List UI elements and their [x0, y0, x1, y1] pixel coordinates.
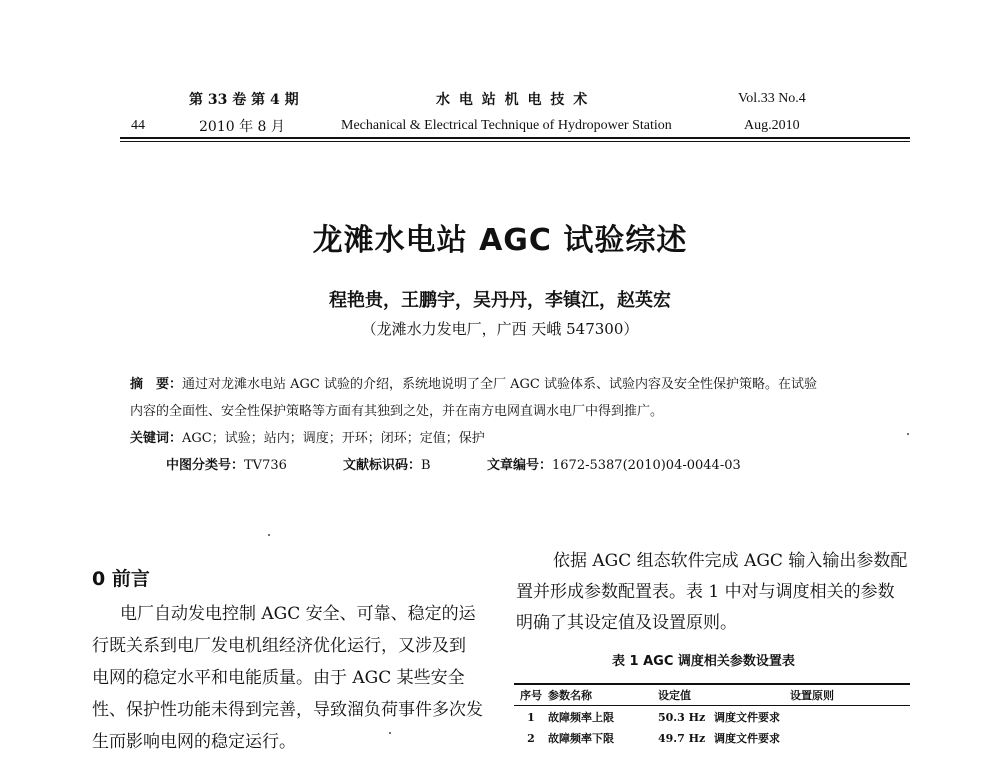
clc-label: 中图分类号：	[166, 458, 245, 473]
cell-principle: 调度文件要求	[714, 732, 780, 745]
cell-param-name: 故障频率下限	[548, 732, 614, 745]
table-row	[514, 727, 910, 748]
cell-param-name: 故障频率上限	[548, 711, 614, 724]
col-header-setting: 设定值	[658, 685, 714, 706]
doc-code-label: 文献标识码：	[343, 458, 422, 473]
table-caption: 表 1 AGC 调度相关参数设置表	[612, 654, 795, 669]
journal-name-en: Mechanical & Electrical Technique of Hydropower Station	[341, 118, 672, 133]
doc-code: B	[421, 458, 431, 473]
article-number-line	[487, 457, 741, 475]
article-title: 龙滩水电站 AGC 试验综述	[312, 223, 688, 258]
abstract-text-1: 通过对龙滩水电站 AGC 试验的介绍，系统地说明了全厂 AGC 试验体系、试验内容及安全性保护策略。在试验	[182, 377, 817, 392]
parameter-table	[514, 683, 910, 748]
body-line: 明确了其设定值及设置原则。	[516, 613, 737, 633]
authors: 程艳贵，王鹏宇，吴丹丹，李镇江，赵英宏	[329, 290, 671, 311]
cell-index: 2	[527, 731, 535, 745]
keywords-line	[130, 430, 485, 448]
cell-setting: 50.3 Hz	[658, 710, 706, 724]
body-line: 生而影响电网的稳定运行。	[92, 732, 296, 752]
col-header-principle: 设置原则	[714, 685, 910, 706]
classification-line	[166, 457, 287, 475]
date-en: Aug.2010	[744, 118, 800, 133]
body-line: 性、保护性功能未得到完善，导致溜负荷事件多次发	[92, 700, 483, 720]
body-line: 行既关系到电厂发电机组经济优化运行，又涉及到	[92, 636, 466, 656]
abstract-line-1	[130, 376, 817, 394]
header-rule	[120, 137, 910, 139]
cell-index: 1	[527, 710, 535, 724]
keywords: AGC；试验；站内；调度；开环；闭环；定值；保护	[182, 431, 485, 446]
journal-name-cn: 水 电 站 机 电 技 术	[436, 92, 590, 108]
header-rule-thin	[120, 141, 910, 142]
body-line: 置并形成参数配置表。表 1 中对与调度相关的参数	[516, 582, 895, 602]
table-row	[514, 706, 910, 728]
keywords-label: 关键词：	[130, 431, 183, 446]
doc-code-line	[343, 457, 431, 475]
body-line: 电厂自动发电控制 AGC 安全、可靠、稳定的运	[120, 604, 476, 624]
volume-issue-en: Vol.33 No.4	[738, 91, 806, 106]
section-heading-0: 0 前言	[92, 568, 150, 590]
article-number: 1672-5387(2010)04-0044-03	[552, 458, 741, 473]
cell-principle: 调度文件要求	[714, 711, 780, 724]
scan-speck	[268, 534, 270, 536]
abstract-line-2: 内容的全面性、安全性保护策略等方面有其独到之处，并在南方电网直调水电厂中得到推广。	[130, 404, 664, 419]
col-header-param-name: 参数名称	[548, 685, 658, 706]
table-header-row	[514, 685, 910, 706]
affiliation: （龙滩水力发电厂，广西 天峨 547300）	[361, 320, 639, 338]
scan-speck	[907, 433, 909, 435]
article-number-label: 文章编号：	[487, 458, 553, 473]
abstract-label: 摘 要：	[130, 377, 183, 392]
page-number: 44	[131, 118, 145, 133]
col-header-index: 序号	[514, 685, 548, 706]
cell-setting: 49.7 Hz	[658, 731, 706, 745]
date-cn: 2010 年 8 月	[199, 119, 285, 135]
body-line: 依据 AGC 组态软件完成 AGC 输入输出参数配	[553, 551, 908, 571]
clc-code: TV736	[244, 458, 287, 473]
scan-speck	[389, 732, 391, 734]
volume-issue-cn: 第 33 卷 第 4 期	[189, 92, 299, 108]
body-line: 电网的稳定水平和电能质量。由于 AGC 某些安全	[92, 668, 465, 688]
